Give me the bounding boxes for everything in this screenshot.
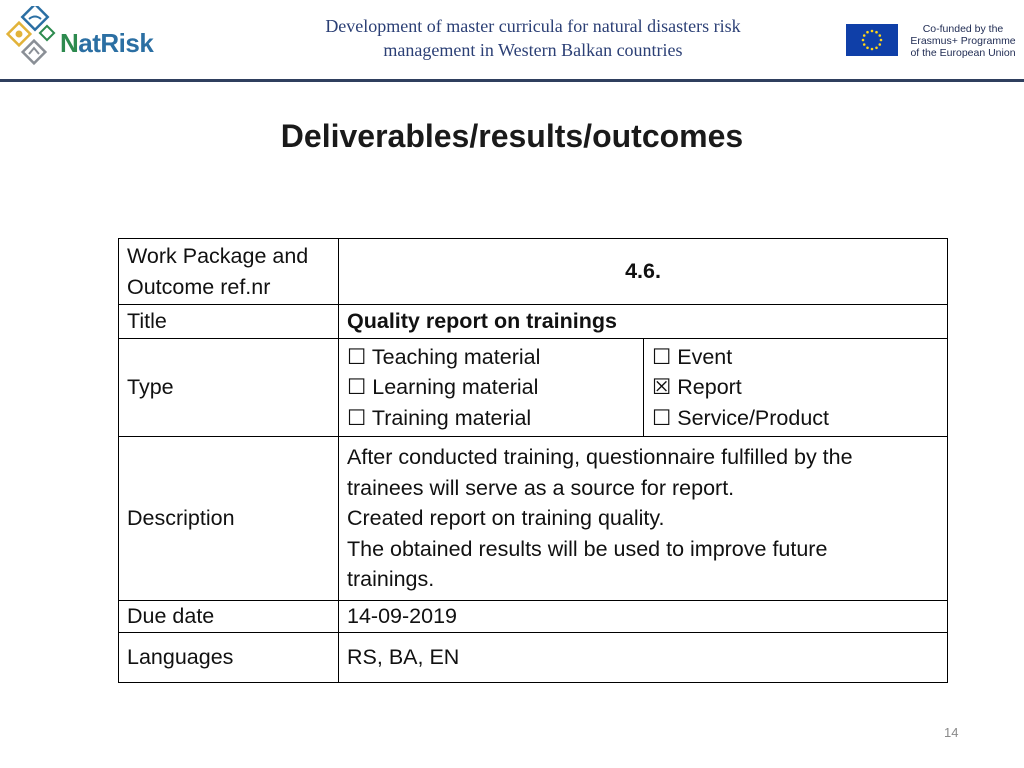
project-title-line: management in Western Balkan countries xyxy=(383,40,683,60)
table-row xyxy=(119,339,948,437)
eu-flag-icon xyxy=(846,24,898,56)
type-option-learning: ☐ Learning material xyxy=(347,375,539,400)
languages-value: RS, BA, EN xyxy=(339,633,948,683)
type-option-service: ☐ Service/Product xyxy=(652,405,830,430)
eu-cofunded-text: Co-funded by the Erasmus+ Programme of the European Union xyxy=(910,23,1016,59)
project-title xyxy=(260,14,806,62)
table-row xyxy=(119,437,948,601)
deliverables-table xyxy=(118,238,948,683)
type-option-event: ☐ Event xyxy=(652,344,733,369)
project-title-line: Development of master curricula for natural disasters risk xyxy=(325,16,741,36)
due-date-label: Due date xyxy=(119,601,339,633)
logo-wordmark: NatRisk xyxy=(60,28,154,58)
type-option-teaching: ☐ Teaching material xyxy=(347,344,541,369)
wp-value: 4.6. xyxy=(339,239,948,305)
type-label: Type xyxy=(119,339,339,437)
natrisk-diamond-icon xyxy=(6,6,66,70)
wp-label: Work Package and Outcome ref.nr xyxy=(119,239,339,305)
table-row xyxy=(119,601,948,633)
title-label: Title xyxy=(119,305,339,339)
due-date-value: 14-09-2019 xyxy=(339,601,948,633)
type-option-training: ☐ Training material xyxy=(347,405,532,430)
description-label: Description xyxy=(119,437,339,601)
table-row xyxy=(119,305,948,339)
type-options-left xyxy=(339,339,644,437)
slide-title: Deliverables/results/outcomes xyxy=(280,118,744,154)
table-row xyxy=(119,239,948,305)
type-option-report: ☒ Report xyxy=(652,375,742,400)
type-options-right xyxy=(644,339,948,437)
natrisk-logo xyxy=(6,6,166,70)
description-value: After conducted training, questionnaire fulfilled by the trainees will serve as a source for report. Created report on training quality. The obtained results will be used to improve future trainings. xyxy=(339,437,948,601)
slide-header xyxy=(0,0,1024,80)
languages-label: Languages xyxy=(119,633,339,683)
title-value: Quality report on trainings xyxy=(339,305,948,339)
table-row xyxy=(119,633,948,683)
page-number: 14 xyxy=(944,725,959,740)
header-divider xyxy=(0,79,1024,82)
